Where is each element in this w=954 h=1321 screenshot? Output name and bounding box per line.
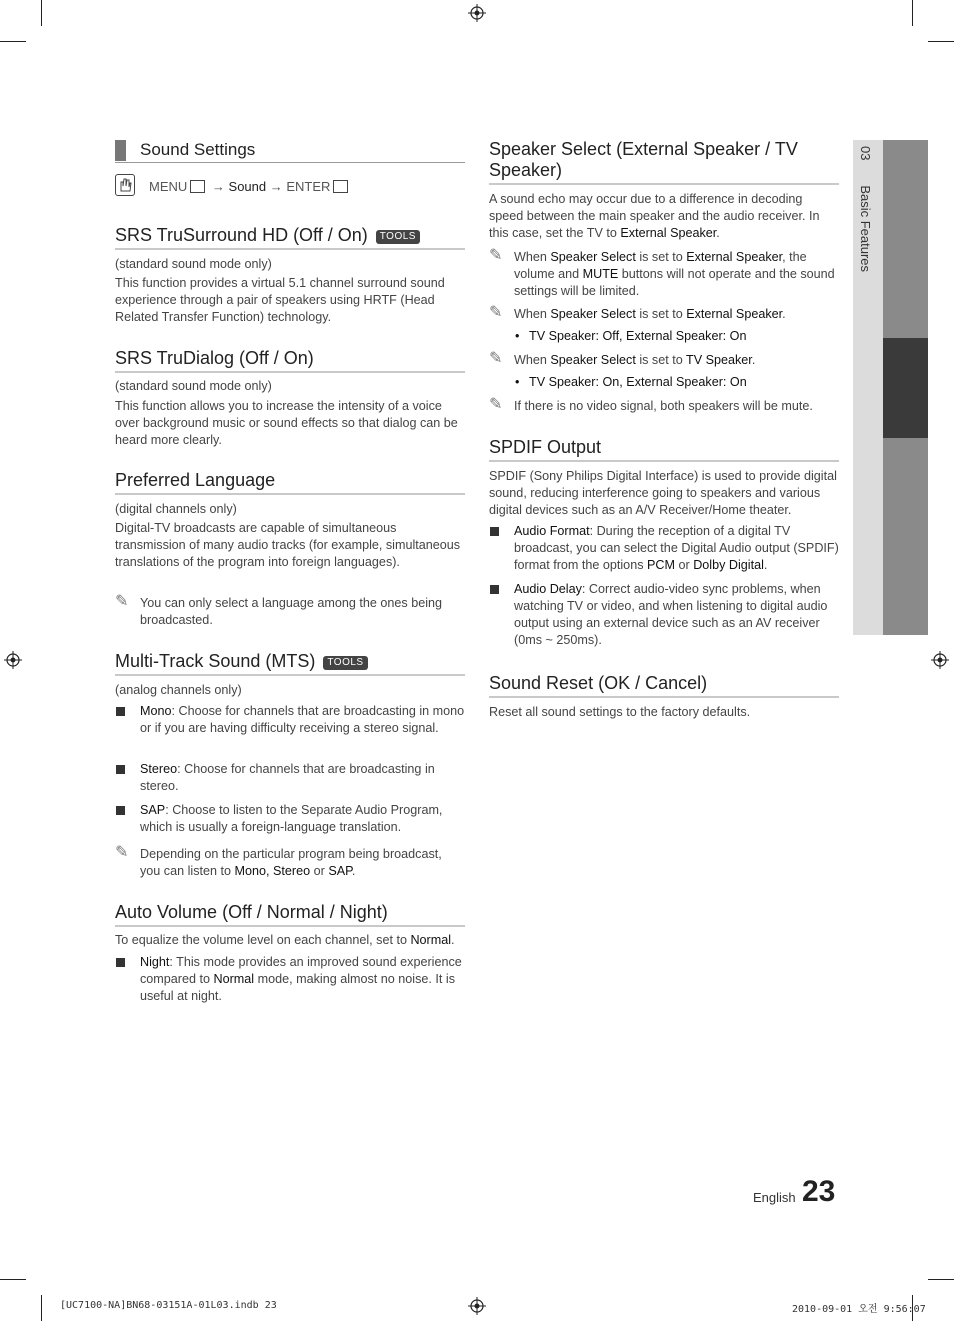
registration-mark-icon	[468, 1297, 486, 1315]
note-pencil-icon: ✎	[489, 350, 503, 367]
list-item-mono: Mono: Choose for channels that are broadcasting in mono or if you are having difficulty receiving a stereo signal.	[140, 703, 465, 737]
registration-mark-icon	[4, 651, 22, 669]
footer-language: English	[753, 1190, 796, 1205]
tools-icon: TOOLS	[376, 230, 420, 244]
list-item-stereo: Stereo: Choose for channels that are broadcasting in stereo.	[140, 761, 465, 795]
section-header-title: Sound Settings	[140, 140, 256, 159]
print-slug-right: 2010-09-01 오전 9:56:07	[792, 1304, 926, 1315]
srs-trudialog-body: This function allows you to increase the intensity of a voice over background music or sound effects so that dialog can be heard more clearly.	[115, 399, 458, 447]
menu-arrow: →	[269, 179, 283, 194]
preferred-language-mode: (digital channels only)	[115, 502, 237, 516]
bullet-dot-icon: •	[515, 375, 520, 389]
crop-mark	[928, 41, 954, 42]
menu-icon	[190, 180, 205, 193]
list-item-sap: SAP: Choose to listen to the Separate Audio Program, which is usually a foreign-language translation.	[140, 802, 465, 836]
menu-sound-label: Sound	[228, 179, 267, 194]
multi-track-mode: (analog channels only)	[115, 683, 242, 697]
menu-label: MENU	[149, 179, 188, 194]
srs-trusurround-body: This function provides a virtual 5.1 channel surround sound experience through a pair of speakers using HRTF (Head Related Transfer Function) technology.	[115, 276, 445, 324]
bullet-square-icon	[116, 707, 125, 716]
speaker-select-note-2: ✎ When Speaker Select is set to External Speaker.	[489, 304, 786, 321]
preferred-language-note: ✎ You can only select a language among the ones being broadcasted.	[115, 593, 443, 627]
bullet-square-icon	[490, 527, 499, 536]
chapter-tab-block	[883, 438, 928, 635]
speaker-select-note-3: ✎ When Speaker Select is set to TV Speaker.	[489, 350, 756, 367]
auto-volume-body: To equalize the volume level on each channel, set to Normal.	[115, 933, 455, 947]
tools-icon: TOOLS	[323, 656, 367, 670]
crop-mark	[41, 1295, 42, 1321]
note-pencil-icon: ✎	[489, 396, 503, 413]
bullet-square-icon	[490, 585, 499, 594]
note-pencil-icon: ✎	[115, 593, 129, 610]
sound-reset-body: Reset all sound settings to the factory defaults.	[489, 705, 751, 719]
auto-volume-heading: Auto Volume (Off / Normal / Night)	[115, 902, 465, 927]
registration-mark-icon	[931, 651, 949, 669]
preferred-language-heading: Preferred Language	[115, 470, 465, 495]
crop-mark	[912, 0, 913, 26]
print-slug-left: [UC7100-NA]BN68-03151A-01L03.indb 23	[60, 1300, 277, 1311]
crop-mark	[0, 41, 26, 42]
bullet-square-icon	[116, 765, 125, 774]
list-item-audio-format: Audio Format: During the reception of a digital TV broadcast, you can select the Digital Audio output (SPDIF) format from the options PCM or Dolby Digital.	[514, 523, 839, 574]
section-header	[115, 138, 465, 163]
sound-reset-heading: Sound Reset (OK / Cancel)	[489, 673, 839, 698]
multi-track-heading: Multi-Track Sound (MTS) TOOLS	[115, 651, 465, 676]
bullet-square-icon	[116, 958, 125, 967]
speaker-select-note-4: ✎ If there is no video signal, both speakers will be mute.	[489, 396, 813, 413]
chapter-tab-label	[858, 146, 873, 272]
crop-mark	[41, 0, 42, 26]
note-pencil-icon: ✎	[115, 844, 129, 861]
chapter-tab-block	[883, 140, 928, 338]
enter-label: ENTER	[286, 179, 331, 194]
crop-mark	[0, 1279, 26, 1280]
remote-hand-icon	[115, 174, 135, 196]
preferred-language-body: Digital-TV broadcasts are capable of simultaneous transmission of many audio tracks (for example, simultaneous translations of the program into foreign languages).	[115, 521, 461, 569]
spdif-heading: SPDIF Output	[489, 437, 839, 462]
speaker-select-sub-item-1: • TV Speaker: Off, External Speaker: On	[515, 329, 747, 343]
bullet-square-icon	[116, 806, 125, 815]
section-header-bar	[115, 140, 126, 161]
note-pencil-icon: ✎	[489, 247, 503, 264]
enter-icon	[333, 180, 348, 193]
crop-mark	[928, 1279, 954, 1280]
list-item-night: Night: This mode provides an improved sound experience compared to Normal mode, making almost no noise. It is useful at night.	[140, 954, 465, 1005]
registration-mark-icon	[468, 4, 486, 22]
chapter-number: 03	[858, 146, 873, 161]
srs-trusurround-heading: SRS TruSurround HD (Off / On) TOOLS	[115, 225, 465, 250]
speaker-select-sub-item-2: • TV Speaker: On, External Speaker: On	[515, 375, 747, 389]
list-item-audio-delay: Audio Delay: Correct audio-video sync problems, when watching TV or video, and when listening to digital audio output using an external device such as an AV receiver (0ms ~ 250ms).	[514, 581, 839, 649]
srs-trudialog-heading: SRS TruDialog (Off / On)	[115, 348, 465, 373]
spdif-body: SPDIF (Sony Philips Digital Interface) is used to provide digital sound, reducing interference going to speakers and various digital devices such as an A/V Receiver/Home theater.	[489, 469, 837, 517]
srs-trudialog-mode: (standard sound mode only)	[115, 379, 272, 393]
multi-track-note: ✎ Depending on the particular program being broadcast, you can listen to Mono, Stereo or SAP.	[115, 844, 442, 878]
speaker-select-heading: Speaker Select (External Speaker / TV Speaker)	[489, 139, 839, 185]
speaker-select-body: A sound echo may occur due to a difference in decoding speed between the main speaker and the audio receiver. In this case, set the TV to External Speaker.	[489, 192, 820, 240]
srs-trusurround-mode: (standard sound mode only)	[115, 257, 272, 271]
chapter-tab-active-block	[883, 338, 928, 438]
menu-arrow: →	[211, 179, 225, 194]
page-number: 23	[802, 1175, 836, 1208]
note-pencil-icon: ✎	[489, 304, 503, 321]
chapter-title: Basic Features	[858, 185, 873, 273]
bullet-dot-icon: •	[515, 329, 520, 343]
speaker-select-note-1: ✎ When Speaker Select is set to External Speaker, the volume and MUTE buttons will not operate and the sound settings will be limited.	[489, 247, 835, 298]
